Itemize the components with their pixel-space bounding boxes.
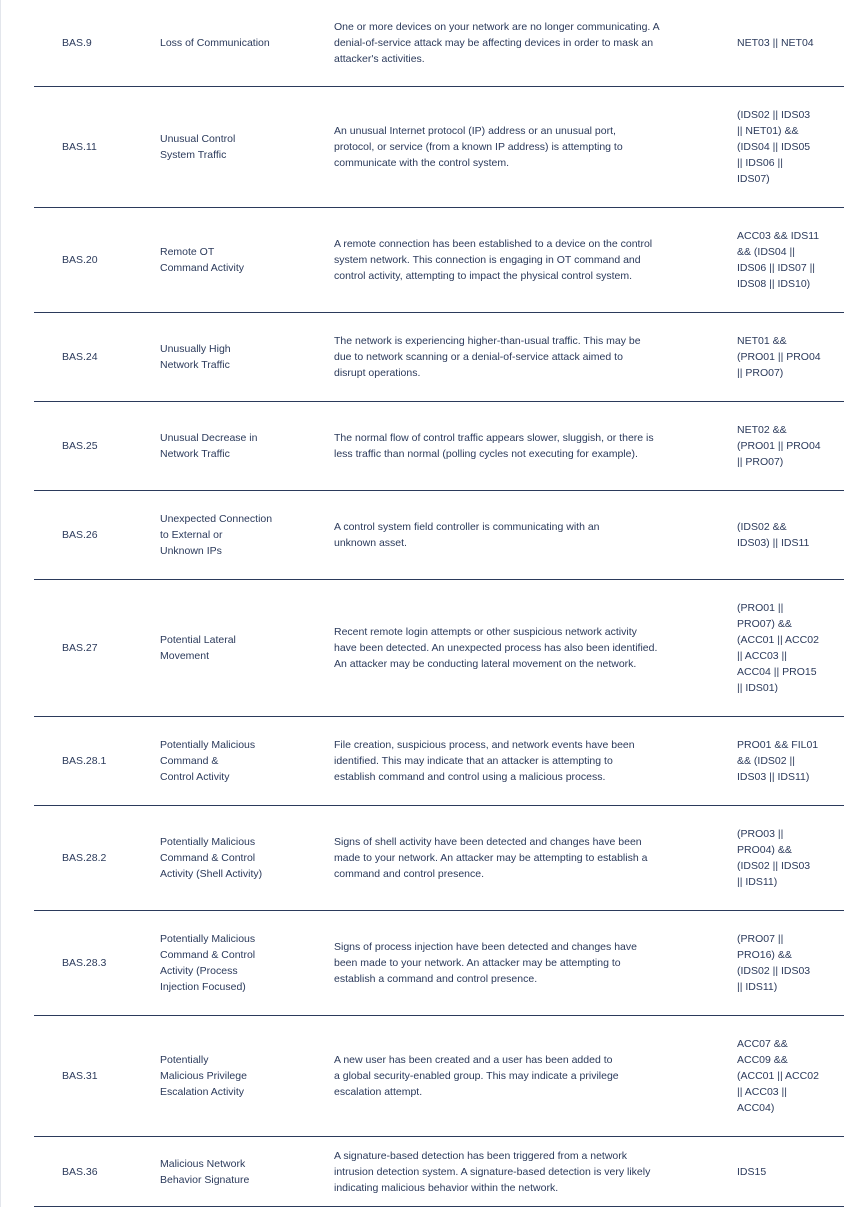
table-row <box>34 208 844 313</box>
row-description: A new user has been created and a user has been added to a global security-enabled group. This may indicate a privilege escalation attempt. <box>334 1054 619 1098</box>
table-row <box>34 806 844 911</box>
row-logic: ACC03 && IDS11 && (IDS04 || IDS06 || IDS07 || IDS08 || IDS10) <box>737 230 820 290</box>
table-row <box>34 0 844 87</box>
row-logic: PRO01 && FIL01 && (IDS02 || IDS03 || IDS11) <box>737 739 819 783</box>
table-row <box>34 1016 844 1137</box>
row-logic: (PRO03 || PRO04) && (IDS02 || IDS03 || IDS11) <box>737 828 811 888</box>
row-id: BAS.36 <box>62 1165 98 1178</box>
page-edge <box>0 0 1 1207</box>
table-row <box>34 491 844 580</box>
detection-table <box>34 0 844 1207</box>
table-row <box>34 313 844 402</box>
row-logic: NET01 && (PRO01 || PRO04 || PRO07) <box>737 335 821 379</box>
row-description: An unusual Internet protocol (IP) address or an unusual port, protocol, or service (from a known IP address) is attempting to communicate with the control system. <box>334 125 623 169</box>
row-name: Potentially Malicious Command & Control Activity (Process Injection Focused) <box>160 933 256 993</box>
row-id: BAS.20 <box>62 254 98 266</box>
row-id: BAS.11 <box>62 141 97 153</box>
row-id: BAS.26 <box>62 529 98 541</box>
table-row <box>34 717 844 806</box>
row-description: Signs of shell activity have been detected and changes have been made to your network. An attacker may be attempting to establish a command and control presence. <box>334 836 648 880</box>
row-description: A control system field controller is communicating with an unknown asset. <box>334 521 600 549</box>
row-logic: ACC07 && ACC09 && (ACC01 || ACC02 || ACC03 || ACC04) <box>737 1038 819 1114</box>
row-description: One or more devices on your network are no longer communicating. A denial-of-service attack may be affecting devices in order to mask an attacker's activities. <box>334 21 660 65</box>
row-id: BAS.28.2 <box>62 852 107 864</box>
row-description: A signature-based detection has been triggered from a network intrusion detection system. A signature-based detection is very likely indicating malicious behavior within the network. <box>334 1149 651 1194</box>
row-logic: (PRO07 || PRO16) && (IDS02 || IDS03 || IDS11) <box>737 933 811 993</box>
row-description: Signs of process injection have been detected and changes have been made to your network. An attacker may be attempting to establish a command and control presence. <box>334 941 637 985</box>
row-id: BAS.28.3 <box>62 957 107 969</box>
row-name: Unusually High Network Traffic <box>160 343 231 371</box>
row-name: Potentially Malicious Privilege Escalation Activity <box>160 1054 247 1098</box>
row-name: Unexpected Connection to External or Unknown IPs <box>160 513 273 557</box>
row-logic: (IDS02 && IDS03) || IDS11 <box>737 521 810 549</box>
row-name: Potentially Malicious Command & Control Activity (Shell Activity) <box>160 836 263 880</box>
table-row <box>34 1137 844 1207</box>
table-row <box>34 580 844 717</box>
row-id: BAS.25 <box>62 440 98 452</box>
row-id: BAS.28.1 <box>62 755 107 767</box>
table-row <box>34 911 844 1016</box>
row-logic: IDS15 <box>737 1165 767 1178</box>
row-name: Loss of Communication <box>160 37 270 49</box>
row-description: The normal flow of control traffic appears slower, sluggish, or there is less traffic than normal (polling cycles not executing for example). <box>334 432 654 460</box>
row-description: A remote connection has been established to a device on the control system network. This connection is engaging in OT command and control activity, attempting to impact the physical control system. <box>334 238 653 282</box>
row-id: BAS.27 <box>62 642 98 654</box>
row-logic: NET03 || NET04 <box>737 37 814 49</box>
row-name: Remote OT Command Activity <box>160 246 245 274</box>
row-name: Potentially Malicious Command & Control Activity <box>160 739 256 783</box>
row-name: Unusual Decrease in Network Traffic <box>160 432 258 460</box>
row-description: The network is experiencing higher-than-usual traffic. This may be due to network scanning or a denial-of-service attack aimed to disrupt operations. <box>334 335 641 379</box>
table-row <box>34 87 844 208</box>
row-description: Recent remote login attempts or other suspicious network activity have been detected. An unexpected process has also been identified. An attacker may be conducting lateral movement on the network. <box>334 626 658 670</box>
table-row <box>34 402 844 491</box>
row-description: File creation, suspicious process, and network events have been identified. This may indicate that an attacker is attempting to establish command and control using a malicious process. <box>334 739 635 783</box>
row-name: Unusual Control System Traffic <box>160 133 236 161</box>
row-id: BAS.31 <box>62 1070 98 1082</box>
row-name: Potential Lateral Movement <box>160 634 236 662</box>
row-id: BAS.24 <box>62 351 98 363</box>
row-logic: (PRO01 || PRO07) && (ACC01 || ACC02 || ACC03 || ACC04 || PRO15 || IDS01) <box>737 602 819 694</box>
row-logic: (IDS02 || IDS03 || NET01) && (IDS04 || IDS05 || IDS06 || IDS07) <box>737 109 811 185</box>
row-id: BAS.9 <box>62 37 92 49</box>
row-name: Malicious Network Behavior Signature <box>160 1157 250 1186</box>
row-logic: NET02 && (PRO01 || PRO04 || PRO07) <box>737 424 821 468</box>
